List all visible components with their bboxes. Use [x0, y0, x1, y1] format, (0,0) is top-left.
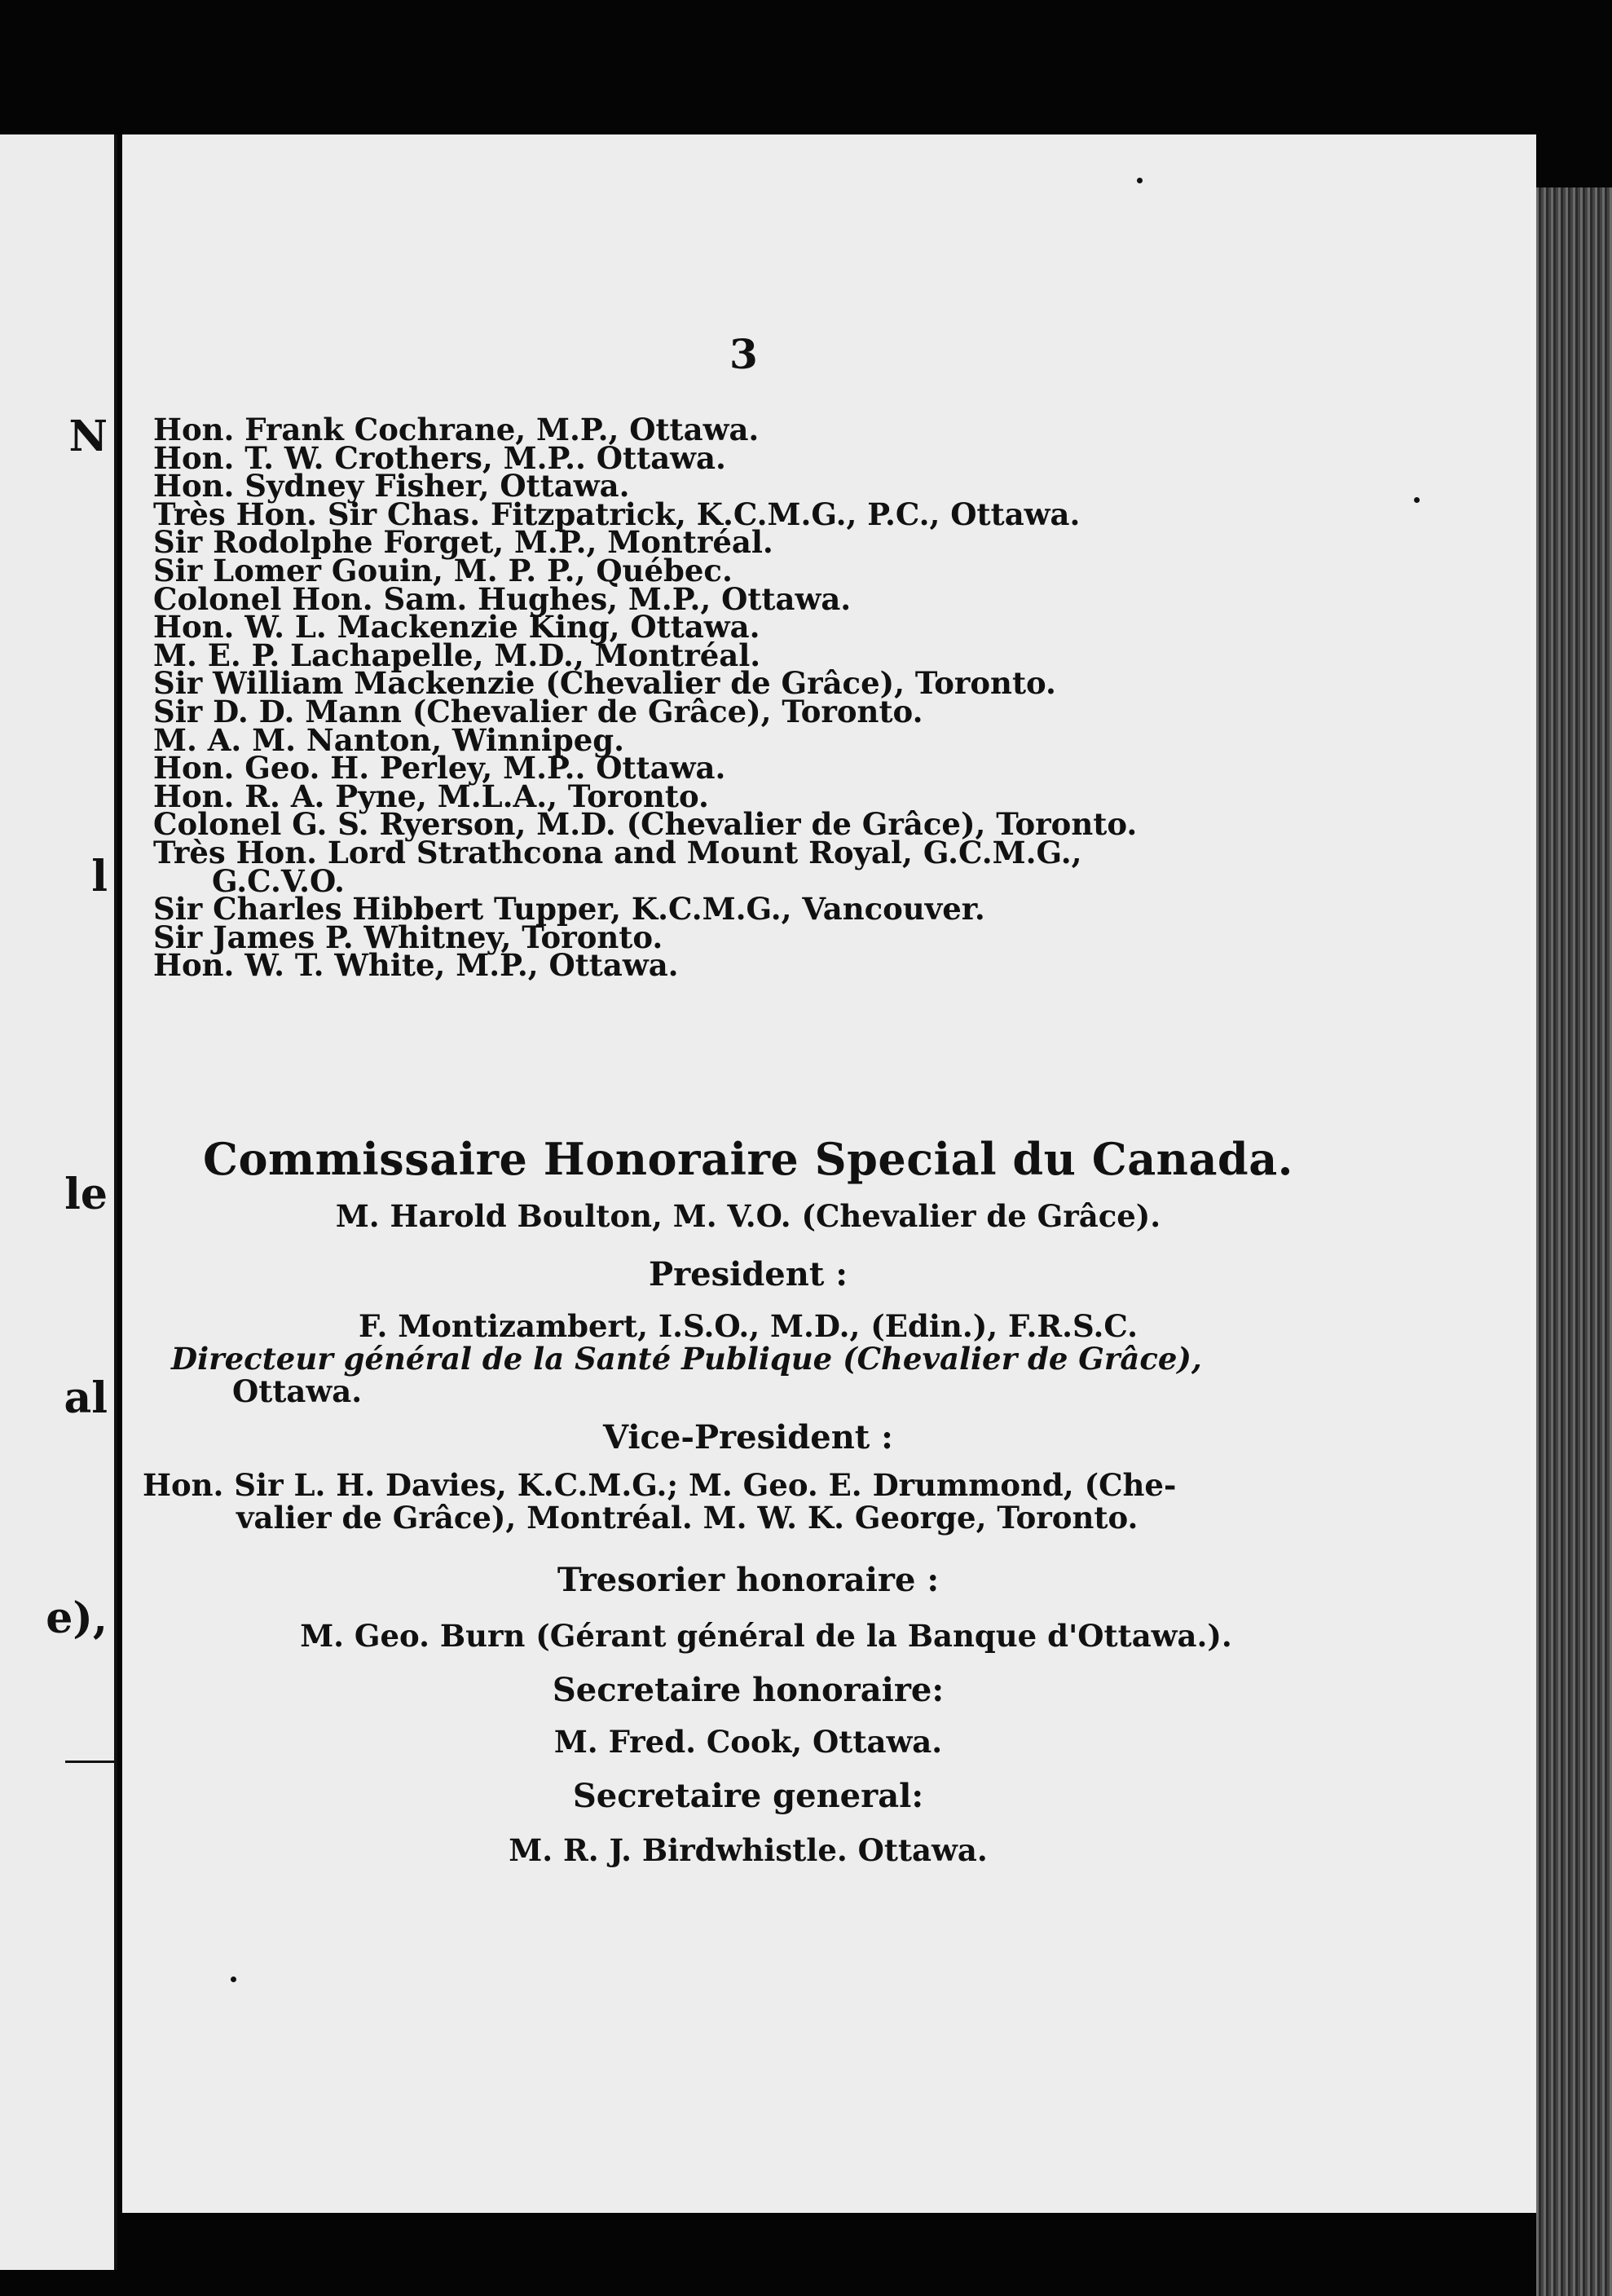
members-list [153, 412, 1473, 984]
treasurer-name: M. Geo. Burn (Gérant général de la Banque d'Ottawa.). [300, 1618, 1232, 1654]
president-city: Ottawa. [232, 1373, 363, 1409]
list-item: Hon. R. A. Pyne, M.L.A., Toronto. [153, 778, 709, 814]
president-title: Directeur général de la Santé Publique (Chevalier de Grâce), [171, 1341, 1202, 1377]
special-commissioner-name: M. Harold Boulton, M. V.O. (Chevalier de Grâce). [335, 1198, 1161, 1234]
general-secretary-name: M. R. J. Birdwhistle. Ottawa. [509, 1832, 988, 1868]
left-page-fragment: al [64, 1373, 108, 1423]
list-item: Sir D. D. Mann (Chevalier de Grâce), Toronto. [153, 693, 923, 729]
president-heading: President : [649, 1255, 848, 1293]
list-item: M. E. P. Lachapelle, M.D., Montréal. [153, 637, 761, 673]
special-commissioner-heading: Commissaire Honoraire Special du Canada. [203, 1133, 1293, 1185]
left-page-fragment: l [91, 852, 108, 901]
list-item: M. A. M. Nanton, Winnipeg. [153, 721, 625, 758]
list-item: Hon. Sydney Fisher, Ottawa. [153, 468, 630, 505]
left-page-fragment: le [64, 1170, 108, 1219]
list-item: Colonel Hon. Sam. Hughes, M.P., Ottawa. [153, 580, 852, 617]
list-item: Très Hon. Lord Strathcona and Mount Royal, G.C.M.G., [153, 834, 1082, 870]
list-item: Sir Lomer Gouin, M. P. P., Québec. [153, 552, 733, 588]
president-name: F. Montizambert, I.S.O., M.D., (Edin.), F.R.S.C. [358, 1308, 1139, 1344]
left-page-fragment: N [68, 412, 108, 461]
left-page-rule [65, 1761, 114, 1763]
honorary-secretary-heading: Secretaire honoraire: [552, 1671, 945, 1709]
list-item: Hon. Geo. H. Perley, M.P.. Ottawa. [153, 750, 726, 787]
vice-president-line: Hon. Sir L. H. Davies, K.C.M.G.; M. Geo. E. Drummond, (Che- [143, 1467, 1177, 1503]
speck [1137, 178, 1143, 183]
list-item: Hon. T. W. Crothers, M.P.. Ottawa. [153, 439, 726, 476]
list-item: Colonel G. S. Ryerson, M.D. (Chevalier de Grâce), Toronto. [153, 806, 1138, 843]
general-secretary-heading: Secretaire general: [572, 1777, 924, 1815]
vice-president-line: valier de Grâce), Montréal. M. W. K. George, Toronto. [236, 1500, 1139, 1536]
list-item-continuation: G.C.V.O. [212, 862, 345, 899]
left-page-fragment: e), [46, 1593, 108, 1643]
list-item: Sir William Mackenzie (Chevalier de Grâce), Toronto. [153, 665, 1056, 702]
list-item: Très Hon. Sir Chas. Fitzpatrick, K.C.M.G., P.C., Ottawa. [153, 496, 1081, 532]
list-item: Hon. Frank Cochrane, M.P., Ottawa. [153, 412, 760, 447]
honorary-secretary-name: M. Fred. Cook, Ottawa. [553, 1724, 943, 1760]
page-stack-edge [1536, 187, 1612, 2296]
list-item: Sir Charles Hibbert Tupper, K.C.M.G., Vancouver. [153, 891, 985, 928]
left-page-edge [0, 134, 117, 2270]
speck [231, 1976, 236, 1982]
page-number: 3 [729, 330, 758, 378]
list-item: Hon. W. T. White, M.P., Ottawa. [153, 947, 679, 984]
list-item: Sir James P. Whitney, Toronto. [153, 919, 663, 955]
treasurer-heading: Tresorier honoraire : [557, 1561, 940, 1599]
vice-president-heading: Vice-President : [603, 1418, 893, 1456]
list-item: Sir Rodolphe Forget, M.P., Montréal. [153, 524, 773, 561]
list-item: Hon. W. L. Mackenzie King, Ottawa. [153, 609, 760, 646]
